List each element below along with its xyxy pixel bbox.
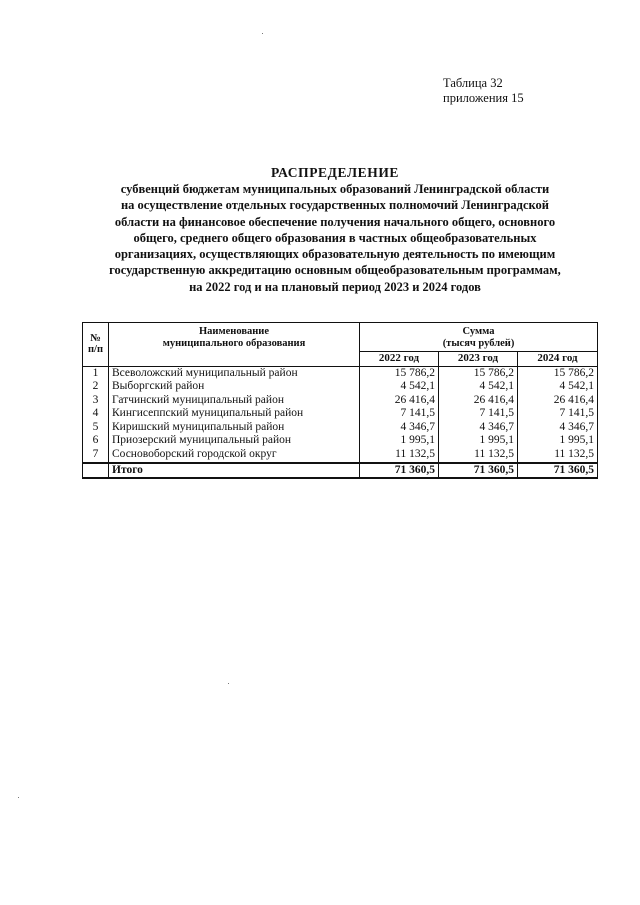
row-value-2023: 1 995,1 — [439, 434, 518, 448]
table-row — [83, 407, 598, 421]
table-reference-appendix: приложения 15 — [443, 91, 524, 105]
table-row — [83, 380, 598, 394]
row-value-2022: 1 995,1 — [360, 434, 439, 448]
heading-line: общего, среднего общего образования в частных общеобразовательных — [133, 230, 537, 245]
row-value-2024: 26 416,4 — [518, 394, 598, 408]
total-number-cell — [83, 463, 109, 479]
row-value-2024: 4 346,7 — [518, 421, 598, 435]
row-value-2022: 4 346,7 — [360, 421, 439, 435]
scan-speck — [18, 797, 19, 798]
row-name: Кингисеппский муниципальный район — [109, 407, 360, 421]
scan-speck — [228, 683, 229, 684]
table-row — [83, 366, 598, 380]
row-number: 4 — [83, 407, 109, 421]
row-value-2022: 4 542,1 — [360, 380, 439, 394]
row-name: Всеволожский муниципальный район — [109, 366, 360, 380]
header-year-2023: 2023 год — [439, 352, 518, 367]
header-name: Наименование муниципального образования — [109, 323, 360, 367]
row-value-2024: 15 786,2 — [518, 366, 598, 380]
row-value-2024: 7 141,5 — [518, 407, 598, 421]
row-value-2023: 4 346,7 — [439, 421, 518, 435]
document-heading — [70, 164, 600, 295]
row-value-2022: 26 416,4 — [360, 394, 439, 408]
distribution-table — [82, 322, 598, 479]
header-number: № п/п — [83, 323, 109, 367]
total-value-2024: 71 360,5 — [518, 463, 598, 479]
heading-line: субвенций бюджетам муниципальных образований Ленинградской области — [120, 182, 550, 196]
row-value-2022: 15 786,2 — [360, 366, 439, 380]
total-value-2022: 71 360,5 — [360, 463, 439, 479]
heading-line: государственную аккредитацию основным общеобразовательным программам, — [109, 263, 561, 278]
heading-line: области на финансовое обеспечение получения начального общего, основного — [114, 214, 556, 229]
table-row — [83, 448, 598, 463]
table-reference — [443, 76, 524, 106]
row-value-2024: 11 132,5 — [518, 448, 598, 463]
heading-line: на 2022 год и на плановый период 2023 и 2024 годов — [189, 279, 481, 294]
row-name: Приозерский муниципальный район — [109, 434, 360, 448]
scan-speck — [262, 33, 263, 34]
total-label: Итого — [109, 463, 360, 479]
row-value-2023: 4 542,1 — [439, 380, 518, 394]
row-value-2024: 1 995,1 — [518, 434, 598, 448]
row-value-2022: 11 132,5 — [360, 448, 439, 463]
row-value-2023: 11 132,5 — [439, 448, 518, 463]
row-number: 5 — [83, 421, 109, 435]
header-year-2022: 2022 год — [360, 352, 439, 367]
table-row — [83, 394, 598, 408]
row-number: 1 — [83, 366, 109, 380]
row-name: Выборгский район — [109, 380, 360, 394]
row-name: Киришский муниципальный район — [109, 421, 360, 435]
header-sum: Сумма (тысяч рублей) — [360, 323, 598, 352]
document-title: РАСПРЕДЕЛЕНИЕ — [270, 165, 400, 180]
header-year-2024: 2024 год — [518, 352, 598, 367]
table-row — [83, 434, 598, 448]
total-row — [83, 463, 598, 479]
table-row — [83, 421, 598, 435]
total-value-2023: 71 360,5 — [439, 463, 518, 479]
row-value-2022: 7 141,5 — [360, 407, 439, 421]
row-name: Гатчинский муниципальный район — [109, 394, 360, 408]
row-value-2024: 4 542,1 — [518, 380, 598, 394]
row-value-2023: 7 141,5 — [439, 407, 518, 421]
heading-line: организациях, осуществляющих образовательную деятельность по имеющим — [114, 247, 556, 262]
heading-line: на осуществление отдельных государственных полномочий Ленинградской — [120, 198, 550, 213]
row-value-2023: 15 786,2 — [439, 366, 518, 380]
row-number: 6 — [83, 434, 109, 448]
row-number: 2 — [83, 380, 109, 394]
row-number: 7 — [83, 448, 109, 463]
row-name: Сосновоборский городской округ — [109, 448, 360, 463]
row-value-2023: 26 416,4 — [439, 394, 518, 408]
table-reference-number: Таблица 32 — [443, 76, 503, 90]
row-number: 3 — [83, 394, 109, 408]
